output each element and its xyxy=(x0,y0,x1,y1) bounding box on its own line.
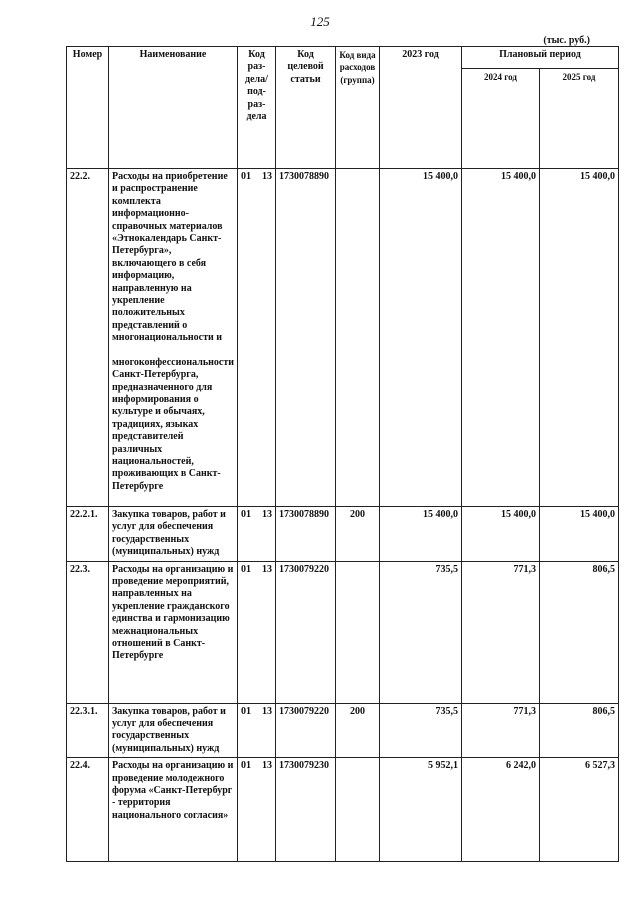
header-name: Наименование xyxy=(109,47,238,169)
row-subsection: 13 xyxy=(262,760,272,772)
row-value-2023: 5 952,1 xyxy=(380,758,462,862)
row-name-text: Расходы на приобретение и распространение комплекта информационно-справочных материалов «Этнокалендарь Санкт-Петербурга», включающего в себя информацию, направленную на укрепление положительных представлений о многонациональности и xyxy=(112,171,228,344)
row-subsection: 13 xyxy=(262,171,272,182)
row-subsection: 13 xyxy=(262,509,272,520)
row-target-code: 1730078890 xyxy=(276,169,336,507)
row-section: 01 xyxy=(241,563,251,575)
table-row xyxy=(67,169,619,507)
row-value-2024: 15 400,0 xyxy=(462,507,540,562)
row-section-code xyxy=(238,758,276,862)
header-number: Номер xyxy=(67,47,109,169)
table-row xyxy=(67,758,619,862)
row-value-2025: 15 400,0 xyxy=(540,169,619,507)
row-expense-code xyxy=(336,561,380,703)
row-subsection: 13 xyxy=(262,563,272,575)
row-value-2024: 6 242,0 xyxy=(462,758,540,862)
header-expense-code: Код вида расходов (группа) xyxy=(336,47,380,169)
row-number: 22.2.1. xyxy=(67,507,109,562)
row-section: 01 xyxy=(241,705,251,717)
row-section-code xyxy=(238,561,276,703)
row-target-code: 1730079220 xyxy=(276,703,336,758)
row-value-2024: 771,3 xyxy=(462,561,540,703)
row-name: Расходы на организацию и проведение мероприятий, направленных на укрепление гражданского единства и гармонизацию межнациональных отношений в Санкт-Петербурге xyxy=(109,561,238,703)
row-expense-code xyxy=(336,758,380,862)
row-target-code: 1730079220 xyxy=(276,561,336,703)
row-name: Закупка товаров, работ и услуг для обеспечения государственных (муниципальных) нужд xyxy=(109,507,238,562)
row-target-code: 1730079230 xyxy=(276,758,336,862)
row-name-continued: многоконфессиональности Санкт-Петербурга, предназначенного для информирования о культуре и обычаях, традициях, языках представителей различных национальностей, проживающих в Санкт-Петербурге xyxy=(112,356,234,492)
table-row xyxy=(67,561,619,703)
row-number: 22.4. xyxy=(67,758,109,862)
row-number: 22.3. xyxy=(67,561,109,703)
row-name: Расходы на организацию и проведение молодежного форума «Санкт-Петербург - территория национального согласия» xyxy=(109,758,238,862)
header-year-2024: 2024 год xyxy=(462,69,540,169)
row-value-2024: 771,3 xyxy=(462,703,540,758)
row-number: 22.3.1. xyxy=(67,703,109,758)
row-expense-code: 200 xyxy=(336,507,380,562)
row-number: 22.2. xyxy=(67,169,109,507)
table-row xyxy=(67,507,619,562)
row-section: 01 xyxy=(241,171,251,182)
row-section-code xyxy=(238,507,276,562)
row-value-2023: 15 400,0 xyxy=(380,169,462,507)
row-value-2025: 806,5 xyxy=(540,561,619,703)
header-planned-period: Плановый период xyxy=(462,47,619,69)
header-target-code: Код целевой статьи xyxy=(276,47,336,169)
table-row xyxy=(67,703,619,758)
row-expense-code: 200 xyxy=(336,703,380,758)
page-number: 125 xyxy=(310,14,330,29)
units-label: (тыс. руб.) xyxy=(543,35,590,46)
row-value-2023: 735,5 xyxy=(380,703,462,758)
budget-table xyxy=(66,46,619,862)
row-name xyxy=(109,169,238,507)
row-section: 01 xyxy=(241,509,251,520)
header-section-code: Код раз-дела/ под-раз-дела xyxy=(238,47,276,169)
row-section-code xyxy=(238,703,276,758)
row-target-code: 1730078890 xyxy=(276,507,336,562)
row-expense-code xyxy=(336,169,380,507)
row-value-2023: 735,5 xyxy=(380,561,462,703)
row-value-2024: 15 400,0 xyxy=(462,169,540,507)
row-value-2025: 15 400,0 xyxy=(540,507,619,562)
header-year-2025: 2025 год xyxy=(540,69,619,169)
row-section: 01 xyxy=(241,760,251,772)
header-year-2023: 2023 год xyxy=(380,47,462,169)
row-value-2023: 15 400,0 xyxy=(380,507,462,562)
row-name: Закупка товаров, работ и услуг для обеспечения государственных (муниципальных) нужд xyxy=(109,703,238,758)
row-section-code xyxy=(238,169,276,507)
row-value-2025: 6 527,3 xyxy=(540,758,619,862)
row-subsection: 13 xyxy=(262,705,272,717)
row-value-2025: 806,5 xyxy=(540,703,619,758)
